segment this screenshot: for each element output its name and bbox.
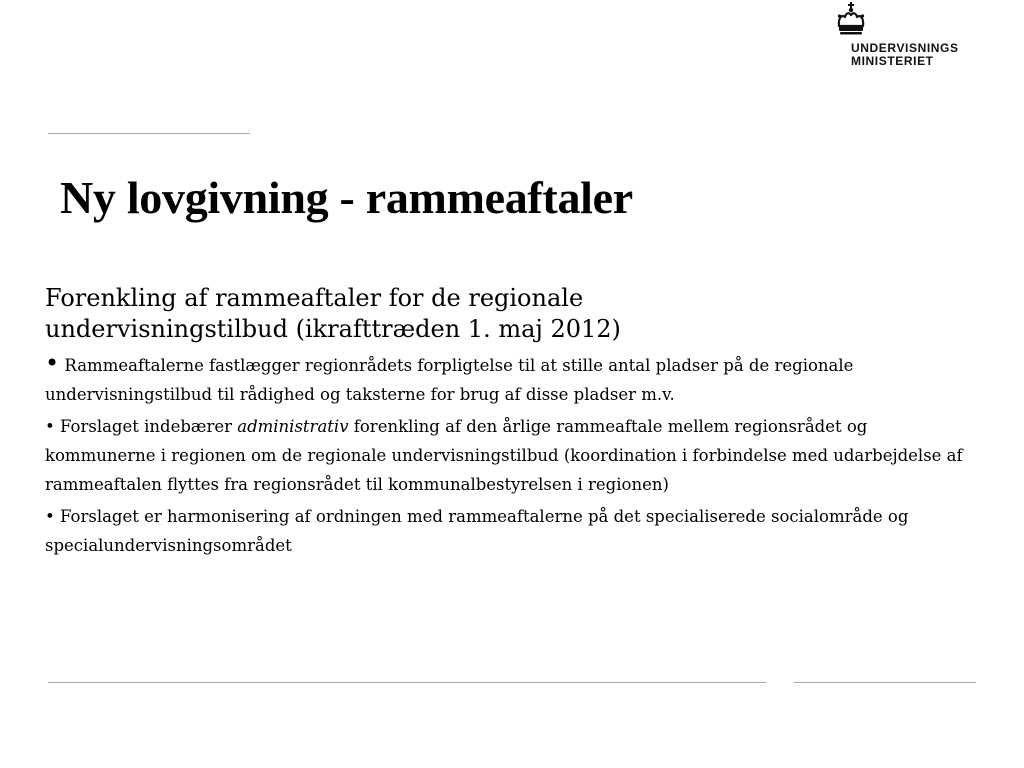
bottom-divider-left xyxy=(48,682,766,683)
bullet-item-1 xyxy=(45,351,965,409)
bullet-marker: • xyxy=(45,349,60,377)
bullet-item-3 xyxy=(45,502,965,560)
bottom-divider-right xyxy=(794,682,976,683)
ministry-name xyxy=(851,42,959,68)
subheading-line1: Forenkling af rammeaftaler for de regionale xyxy=(45,284,584,312)
bullet-marker: • xyxy=(45,417,55,436)
top-divider xyxy=(48,133,250,134)
ministry-name-line2: MINISTERIET xyxy=(851,54,934,68)
subheading-line2: undervisningstilbud (ikrafttræden 1. maj 2012) xyxy=(45,315,621,343)
bullet-marker: • xyxy=(45,507,55,526)
bullet-item-2-text-before: Forslaget indebærer xyxy=(59,417,232,436)
ministry-logo xyxy=(836,2,986,72)
crown-icon xyxy=(836,2,866,36)
bullet-item-2-text-after: forenkling af den årlige rammeaftale mellem regionsrådet og kommunerne i regionen om de regionale undervisningstilbud (koordination i forbindelse med udarbejdelse af rammeaftalen flyttes fra regionsrådet til kommunalbestyrelsen i regionen) xyxy=(45,417,963,494)
subheading xyxy=(45,283,965,345)
slide-title: Ny lovgivning - rammeaftaler xyxy=(60,172,633,223)
bullet-item-2 xyxy=(45,412,965,499)
ministry-name-line1: UNDERVISNINGS xyxy=(851,41,959,55)
slide-body xyxy=(45,283,965,563)
bullet-item-1-text: Rammeaftalerne fastlægger regionrådets forpligtelse til at stille antal pladser på de regionale undervisningstilbud til rådighed og taksterne for brug af disse pladser m.v. xyxy=(45,356,854,404)
bullet-item-3-text: Forslaget er harmonisering af ordningen med rammeaftalerne på det specialiserede socialområde og specialundervisningsområdet xyxy=(45,507,909,555)
bullet-item-2-emphasis: administrativ xyxy=(237,417,349,436)
